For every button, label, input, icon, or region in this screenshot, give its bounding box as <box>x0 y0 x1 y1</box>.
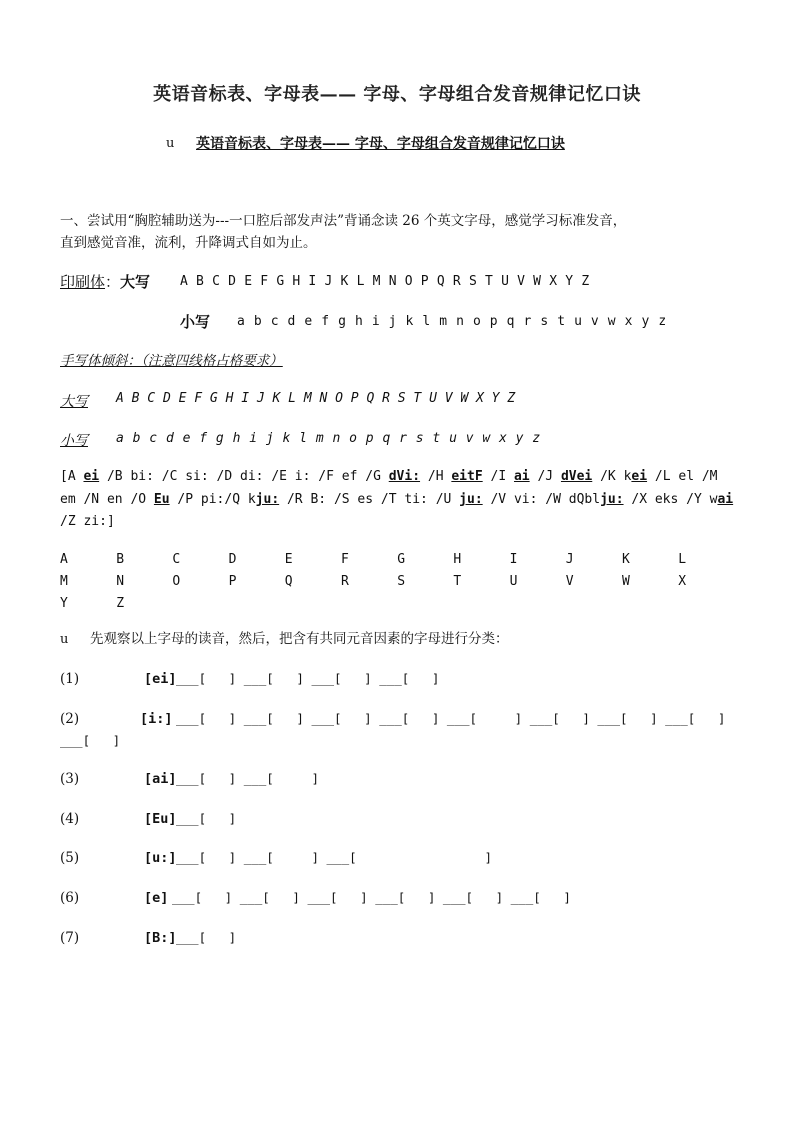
phonetic-segment: /V vi: /W dQbl <box>482 492 601 507</box>
phonetic-underlined-segment: ju: <box>600 492 624 507</box>
exercise-number: (1) <box>60 671 80 687</box>
grid-letter: B <box>116 552 125 567</box>
grid-letter: N <box>116 574 125 589</box>
answer-blanks[interactable]: ___[ ] <box>176 811 237 826</box>
exercise-phoneme: [i:] <box>140 711 173 727</box>
phonetic-segment: /K k <box>592 469 632 484</box>
phonetic-underlined-segment: ju: <box>255 492 280 507</box>
instruction-bullet: u <box>60 632 69 647</box>
phonetics-line-1 <box>60 469 718 484</box>
exercise-number: (3) <box>60 771 80 787</box>
instruction-text: 先观察以上字母的读音，然后，把含有共同元音因素的字母进行分类： <box>90 631 509 647</box>
answer-blanks[interactable]: ___[ ] ___[ ] <box>176 771 319 786</box>
subtitle-bullet: u <box>166 136 175 151</box>
grid-letter: W <box>622 574 630 589</box>
grid-letter: U <box>509 574 518 589</box>
grid-letter: E <box>284 552 293 567</box>
phonetic-underlined-segment: ju: <box>459 492 483 507</box>
hand-upper-letters: A B C D E F G H I J K L M N O P Q R S T U V W X Y Z <box>116 391 516 406</box>
phonetic-underlined-segment: eitF <box>451 469 483 484</box>
phonetic-underlined-segment: ei <box>83 469 100 484</box>
print-label: 印刷体 <box>60 273 106 291</box>
exercise-number: (2) <box>60 711 80 727</box>
grid-letter: T <box>453 574 462 589</box>
exercise-phoneme: [ei] <box>144 671 177 687</box>
grid-letter: I <box>509 552 518 567</box>
print-lower-letters: a b c d e f g h i j k l m n o p q r s t u v w x y z <box>237 314 667 329</box>
answer-blanks[interactable]: ___[ ] ___[ ] ___[ ] ___[ ] <box>176 671 440 686</box>
exercise-phoneme: [Eu] <box>144 811 177 827</box>
exercise-row <box>60 771 740 791</box>
phonetic-underlined-segment: ai <box>717 492 734 507</box>
answer-blanks-continued[interactable]: ___[ ] <box>60 733 121 748</box>
phonetic-segment: /J <box>529 469 561 484</box>
exercise-number: (7) <box>60 930 80 946</box>
page-title: 英语音标表、字母表—— 字母、字母组合发音规律记忆口诀 <box>153 84 641 105</box>
phonetic-underlined-segment: ei <box>631 469 648 484</box>
phonetic-underlined-segment: ai <box>513 469 530 484</box>
grid-letter: L <box>678 552 687 567</box>
exercise-number: (4) <box>60 811 80 827</box>
grid-letter: D <box>228 552 237 567</box>
phonetic-segment: /Z zi:] <box>60 514 115 529</box>
hand-upper-label: 大写 <box>60 394 88 410</box>
phonetic-segment: /I <box>482 469 514 484</box>
phonetic-segment: /X eks /Y w <box>623 492 718 507</box>
grid-letter: J <box>565 552 574 567</box>
grid-letter: G <box>397 552 406 567</box>
hand-lower-letters: a b c d e f g h i j k l m n o p q r s t u v w x y z <box>116 431 541 446</box>
phonetic-underlined-segment: Eu <box>153 492 170 507</box>
grid-letter: F <box>341 552 349 567</box>
grid-letter: Z <box>116 596 125 611</box>
exercise-phoneme: [u:] <box>144 850 177 866</box>
phonetic-segment: [A <box>60 469 84 484</box>
print-lower-label: 小写 <box>180 313 211 331</box>
phonetic-segment: /R B: /S es /T ti: /U <box>279 492 460 507</box>
grid-letter: R <box>341 574 349 589</box>
exercise-number: (6) <box>60 890 80 906</box>
phonetic-segment: /H <box>420 469 452 484</box>
phonetic-underlined-segment: dVi: <box>388 469 421 484</box>
exercise-row <box>60 890 740 910</box>
exercise-phoneme: [e] <box>144 890 169 906</box>
answer-blanks[interactable]: ___[ ] <box>176 930 237 945</box>
grid-letter: K <box>622 552 630 567</box>
exercise-number: (5) <box>60 850 80 866</box>
phonetic-segment: /L el /M <box>647 469 718 484</box>
grid-letter: O <box>172 574 181 589</box>
grid-letter: P <box>228 574 237 589</box>
grid-letter: V <box>565 574 574 589</box>
print-section <box>60 271 150 292</box>
answer-blanks[interactable]: ___[ ] ___[ ] ___[ ] ___[ ] ___[ ] ___[ ] ___[ ] ___[ ] <box>176 711 726 726</box>
grid-letter: S <box>397 574 406 589</box>
print-upper-label: 大写 <box>120 273 151 291</box>
handwriting-label: 手写体倾斜：（注意四线格占格要求） <box>60 353 283 369</box>
grid-letter: X <box>678 574 687 589</box>
exercise-phoneme: [B:] <box>144 930 177 946</box>
grid-letter: C <box>172 552 181 567</box>
phonetic-segment: /P pi:/Q k <box>169 492 256 507</box>
exercise-row <box>60 711 740 748</box>
hand-lower-label: 小写 <box>60 433 88 449</box>
print-upper-letters: A B C D E F G H I J K L M N O P Q R S T U V W X Y Z <box>180 274 590 289</box>
page-subtitle: 英语音标表、字母表—— 字母、字母组合发音规律记忆口诀 <box>196 136 565 152</box>
intro-line-2: 直到感觉音准，流利，升降调式自如为止。 <box>60 235 317 251</box>
exercise-phoneme: [ai] <box>144 771 177 787</box>
grid-letter: Y <box>60 596 68 611</box>
exercise-row <box>60 811 740 831</box>
phonetic-underlined-segment: dVei <box>560 469 593 484</box>
exercise-row <box>60 930 740 950</box>
exercise-row <box>60 671 740 691</box>
intro-line-1: 一、尝试用“胸腔辅助送为---一口腔后部发声法”背诵念读 26 个英文字母，感觉学习标准发音， <box>60 213 627 229</box>
print-colon: ： <box>105 273 121 291</box>
phonetics-line-3 <box>60 514 115 529</box>
phonetics-line-2 <box>60 492 733 507</box>
grid-letter: A <box>60 552 68 567</box>
answer-blanks[interactable]: ___[ ] ___[ ] ___[ ] <box>176 850 493 865</box>
grid-letter: Q <box>284 574 293 589</box>
phonetic-segment: em /N en /O <box>60 492 154 507</box>
grid-letter: M <box>60 574 68 589</box>
phonetic-segment: /B bi: /C si: /D di: /E i: /F ef /G <box>99 469 389 484</box>
answer-blanks[interactable]: ___[ ] ___[ ] ___[ ] ___[ ] ___[ ] ___[ ] <box>172 890 571 905</box>
exercise-row <box>60 850 740 870</box>
grid-letter: H <box>453 552 462 567</box>
